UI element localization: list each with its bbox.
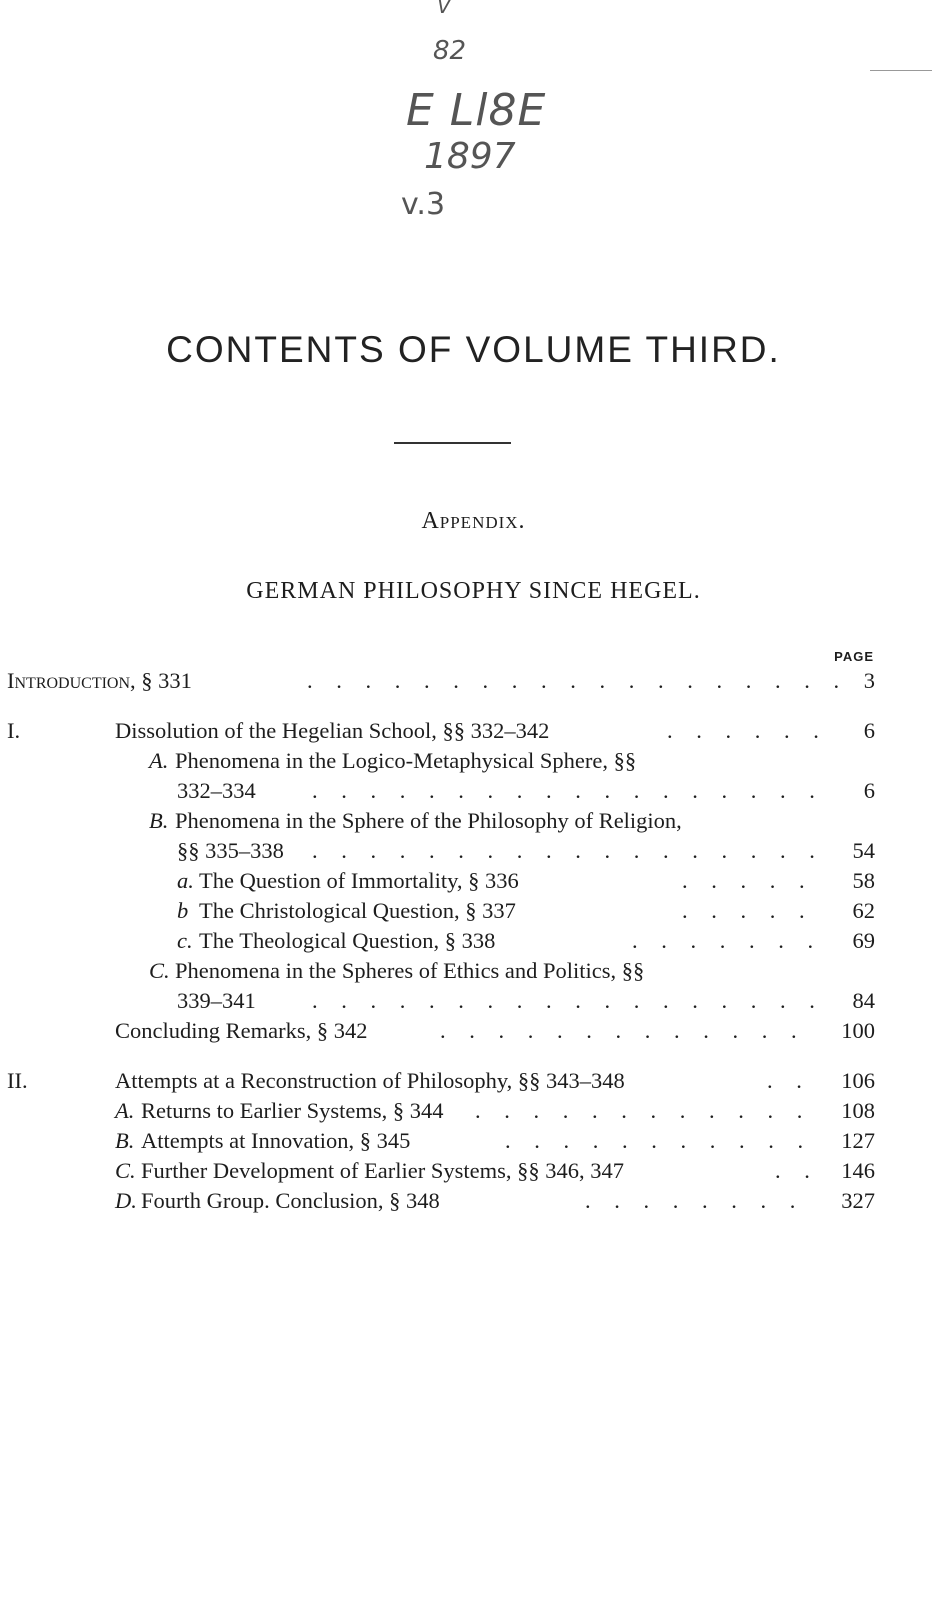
entry-letter: a. (177, 868, 194, 893)
toc-entry-text: Phenomena in the Logico-Metaphysical Sphere, §§ (175, 748, 637, 773)
toc-page-number: 106 (841, 1068, 875, 1093)
toc-page-number: 327 (841, 1188, 875, 1213)
toc-page-number: 100 (841, 1018, 875, 1043)
part-number: II. (7, 1068, 28, 1093)
toc-entry-1b-a (177, 866, 875, 896)
toc-page-number: 69 (852, 928, 875, 953)
dot-leader: . . . . . (682, 898, 814, 923)
toc-entry-text: Attempts at Innovation, § 345 (141, 1128, 411, 1153)
toc-entry-1b-c (177, 926, 875, 956)
toc-entry-2d (115, 1186, 875, 1216)
toc-entry-1a (149, 746, 799, 776)
toc-entry-text: Fourth Group. Conclusion, § 348 (141, 1188, 440, 1213)
section-subtitle: GERMAN PHILOSOPHY SINCE HEGEL. (246, 578, 701, 604)
entry-letter: A. (149, 748, 169, 773)
toc-entry-1b-b (177, 896, 875, 926)
page-edge-mark (870, 70, 932, 71)
dot-leader: . . . . . . . . . . . . . . . . . . . (307, 668, 849, 693)
dot-leader: . . . . . . . . (585, 1188, 805, 1213)
dot-leader: . . (775, 1158, 819, 1183)
toc-page-number: 54 (852, 838, 875, 863)
toc-entry-text: Introduction, § 331 (7, 668, 192, 693)
dot-leader: . . . . . . . . . . . . . . . . . . (312, 778, 824, 803)
title-divider (394, 442, 511, 444)
entry-letter: C. (149, 958, 170, 983)
toc-entry-text-continued: 332–334 (177, 778, 256, 803)
toc-entry-text: The Question of Immortality, § 336 (199, 868, 519, 893)
toc-entry-2b (115, 1126, 875, 1156)
toc-page-number: 62 (852, 898, 875, 923)
toc-page-number: 108 (841, 1098, 875, 1123)
toc-entry-text-continued: 339–341 (177, 988, 256, 1013)
toc-page-number: 127 (841, 1128, 875, 1153)
part-number: I. (7, 718, 21, 743)
toc-page-number: 6 (863, 718, 875, 743)
dot-leader: . . (767, 1068, 811, 1093)
entry-letter: D. (115, 1188, 137, 1213)
toc-page-number: 58 (852, 868, 875, 893)
toc-entry-text: The Christological Question, § 337 (199, 898, 516, 923)
handwritten-volume: v.3 (401, 187, 446, 222)
toc-entry-concluding-remarks (115, 1016, 875, 1046)
dot-leader: . . . . . . . . . . . (505, 1128, 813, 1153)
toc-entry-text: Attempts at a Reconstruction of Philosophy, §§ 343–348 (115, 1068, 625, 1093)
toc-page-number: 6 (863, 778, 875, 803)
dot-leader: . . . . . . . . . . . . (475, 1098, 812, 1123)
toc-page-number: 3 (863, 668, 875, 693)
handwritten-mark-v: V (437, 0, 451, 18)
toc-entry-1b (149, 806, 799, 836)
toc-entry-text: Dissolution of the Hegelian School, §§ 332–342 (115, 718, 550, 743)
page-column-label: PAGE (834, 649, 874, 664)
toc-page-number: 84 (852, 988, 875, 1013)
toc-entry-text: The Theological Question, § 338 (199, 928, 496, 953)
handwritten-year: 1897 (424, 136, 516, 177)
toc-entry-1a-continued (177, 776, 875, 806)
toc-entry-text: Phenomena in the Sphere of the Philosophy of Religion, (175, 808, 682, 833)
toc-entry-1c-continued (177, 986, 875, 1016)
entry-letter: B. (115, 1128, 135, 1153)
handwritten-call-number: E Ll8E (406, 85, 547, 136)
dot-leader: . . . . . (682, 868, 814, 893)
toc-entry-1c (149, 956, 799, 986)
toc-entry-2a (115, 1096, 875, 1126)
page-title: CONTENTS OF VOLUME THIRD. (166, 329, 781, 370)
entry-letter: b (177, 898, 189, 923)
toc-entry-text: Returns to Earlier Systems, § 344 (141, 1098, 444, 1123)
toc-entry-text-continued: §§ 335–338 (177, 838, 284, 863)
dot-leader: . . . . . . (667, 718, 828, 743)
dot-leader: . . . . . . . . . . . . . (440, 1018, 806, 1043)
entry-letter: c. (177, 928, 193, 953)
appendix-heading: Appendix. (421, 508, 526, 534)
toc-part-2 (7, 1066, 875, 1096)
toc-page-number: 146 (841, 1158, 875, 1183)
entry-letter: C. (115, 1158, 136, 1183)
dot-leader: . . . . . . . . . . . . . . . . . . (312, 838, 824, 863)
toc-entry-2c (115, 1156, 875, 1186)
toc-part-1 (7, 716, 875, 746)
toc-entry-text: Phenomena in the Spheres of Ethics and Politics, §§ (175, 958, 645, 983)
dot-leader: . . . . . . . . . . . . . . . . . . (312, 988, 824, 1013)
dot-leader: . . . . . . . (632, 928, 823, 953)
toc-entry-text: Further Development of Earlier Systems, §§ 346, 347 (141, 1158, 625, 1183)
entry-letter: B. (149, 808, 169, 833)
toc-entry-1b-continued (177, 836, 875, 866)
toc-entry-text: Concluding Remarks, § 342 (115, 1018, 368, 1043)
entry-letter: A. (115, 1098, 135, 1123)
handwritten-mark-82: 82 (433, 36, 467, 66)
toc-entry-introduction (7, 666, 875, 696)
